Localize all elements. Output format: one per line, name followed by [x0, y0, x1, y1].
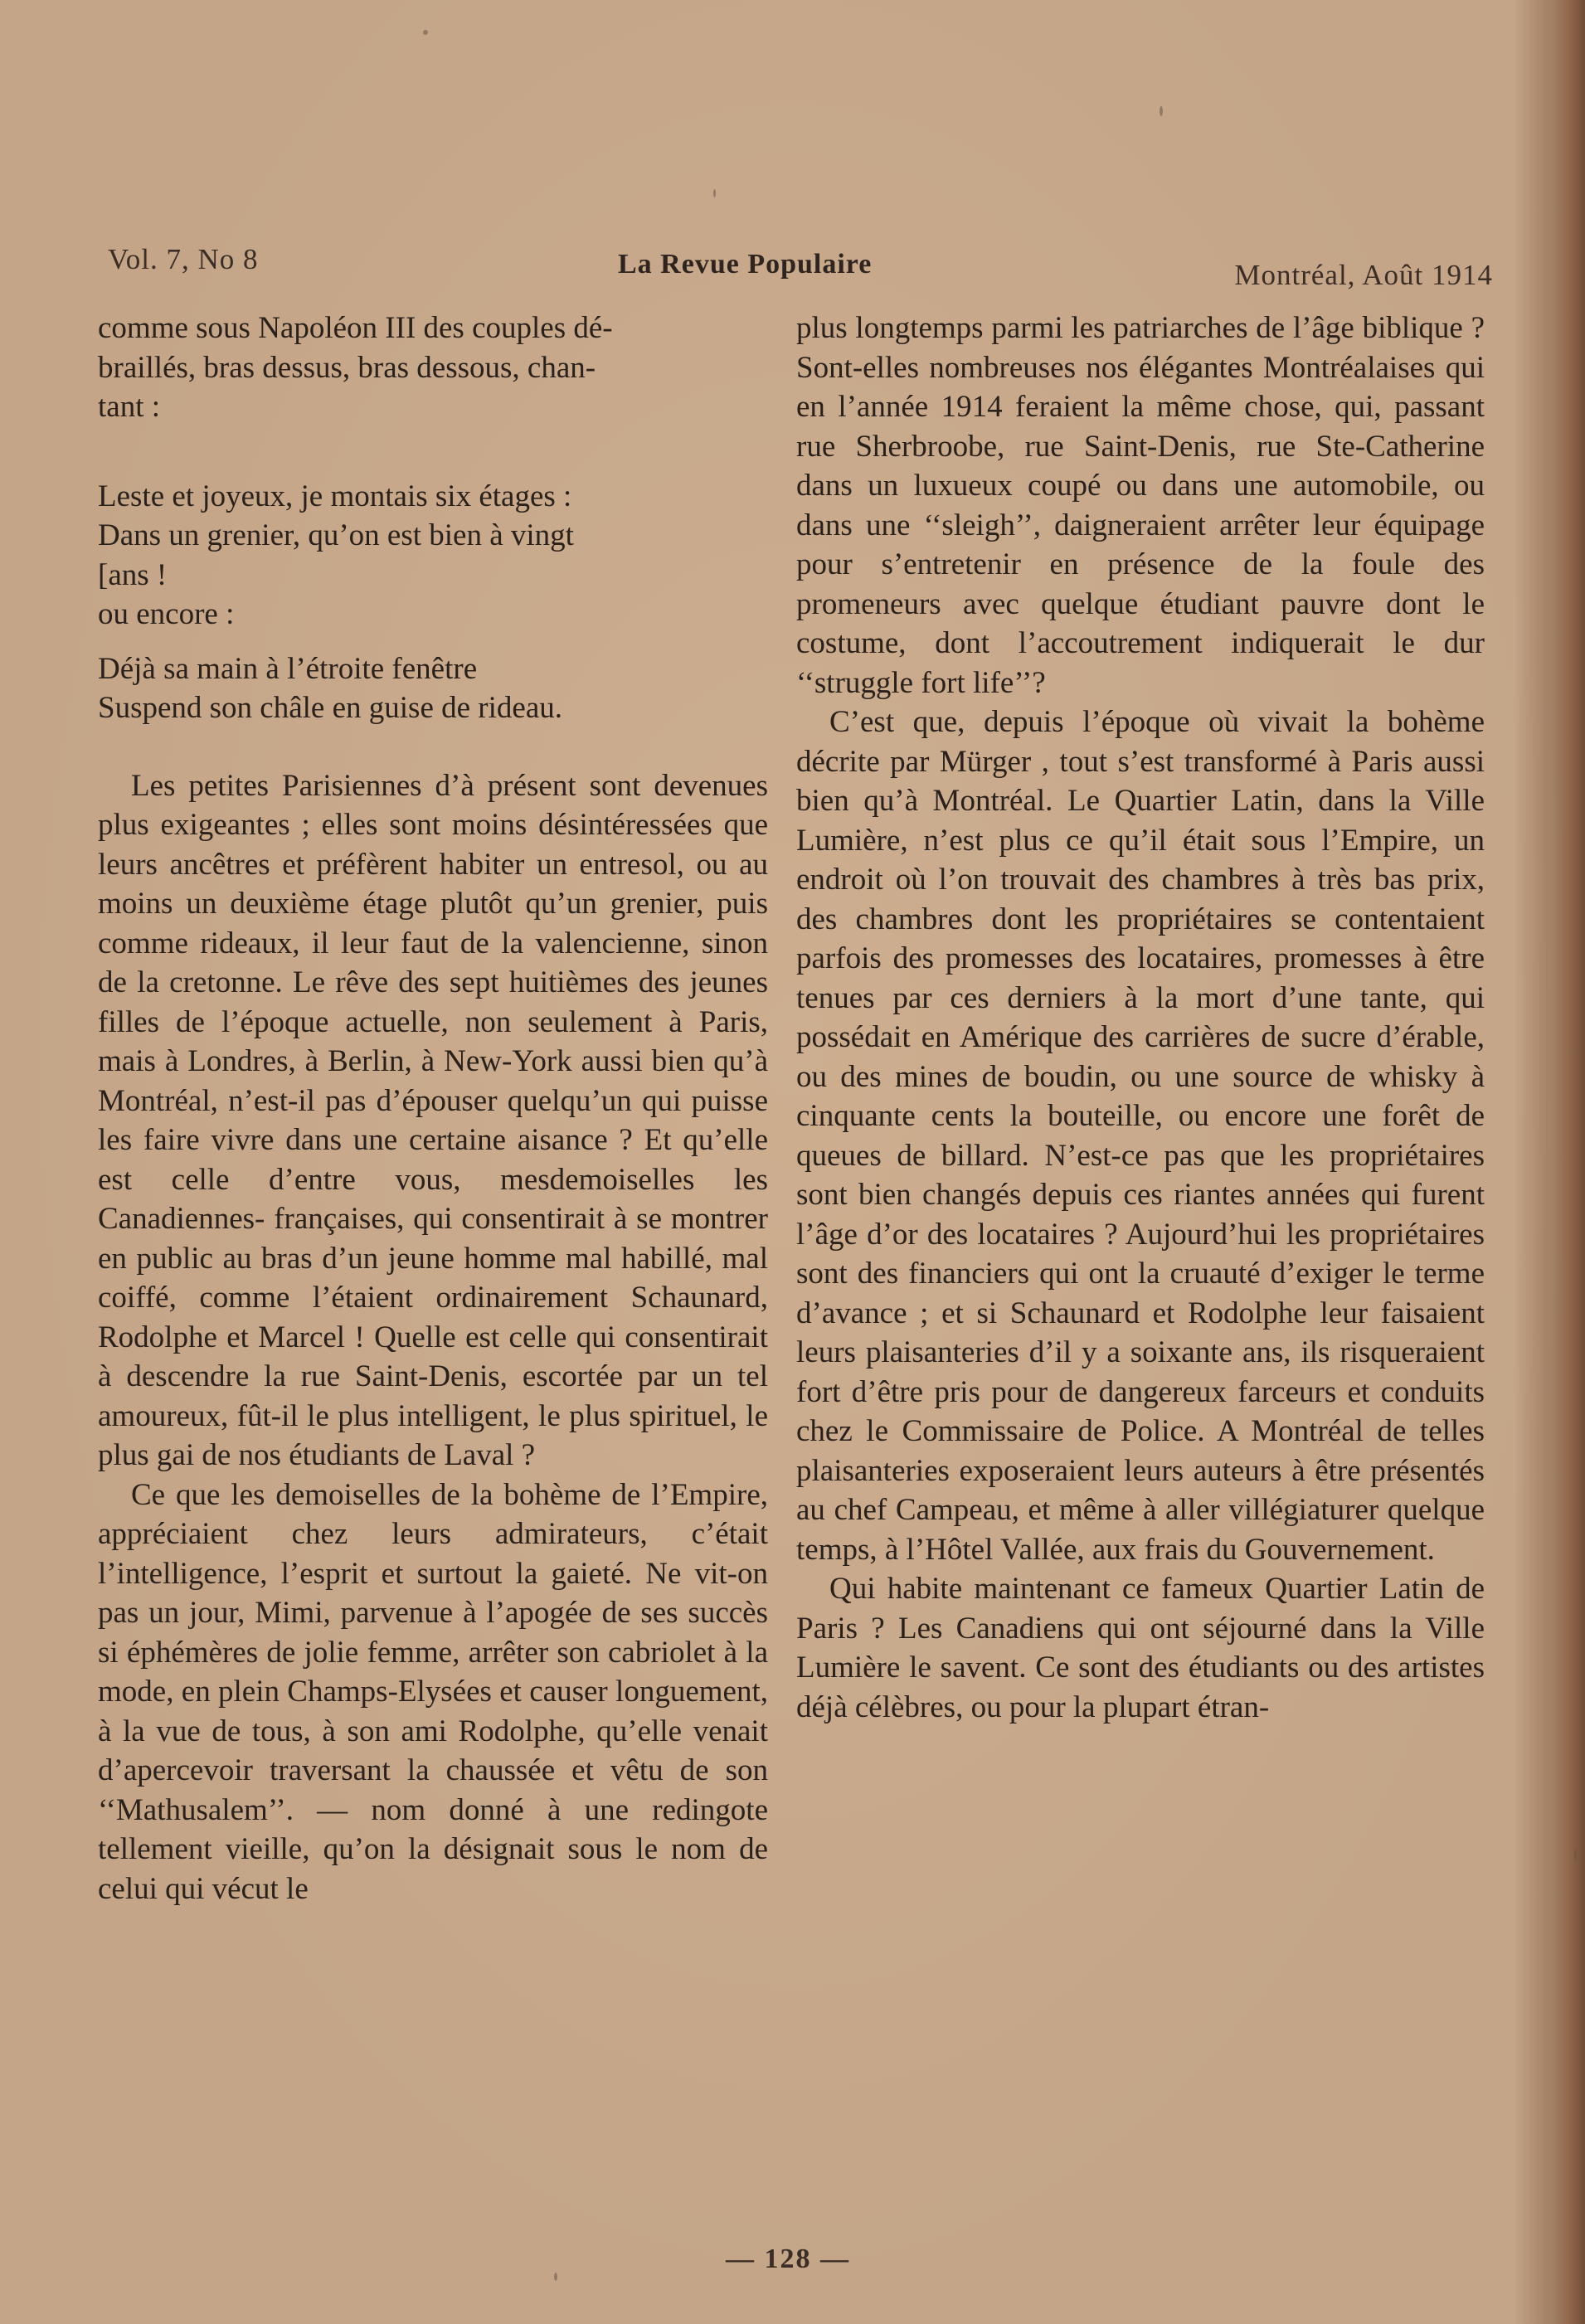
verse-line-tail: [ans ! — [98, 557, 168, 592]
page-number: — 128 — — [726, 2244, 850, 2274]
paper-speck — [1160, 106, 1163, 116]
journal-title: La Revue Populaire — [618, 249, 873, 280]
volume-number: Vol. 7, No 8 — [108, 243, 259, 275]
issue-date: Montréal, Août 1914 — [1234, 259, 1493, 291]
verse-line: Déjà sa main à l’étroite fenêtre — [98, 651, 478, 686]
verse-line: Suspend son châle en guise de rideau. — [98, 691, 562, 725]
verse-line: Leste et joyeux, je montais six étages : — [98, 479, 572, 513]
paragraph: Ce que les demoiselles de la bohème de l’Empire, appréciaient chez leurs admirateurs, c’était l’intelligence, l’esprit et surtout la gaieté. Ne vit-on pas un jour, Mimi, parvenue à l’apogée de ses succès si éphémères de jolie femme, arrêter son cabriolet à la mode, en plein Champs-Elysées et causer longuement, à la vue de tous, à son ami Rodolphe, qu’elle venait d’apercevoir traversant la chaussée et vêtu de son ‘‘Mathusalem’’. — nom donné à une redingote tellement vieille, qu’on la désignait sous le nom de celui qui vécut le — [98, 1477, 768, 1906]
intro-line: comme sous Napoléon III des couples dé- — [98, 311, 613, 345]
right-column — [796, 309, 1485, 1727]
paper-speck — [423, 30, 428, 35]
ou-encore-line: ou encore : — [98, 597, 235, 631]
verse-quote-2 — [98, 649, 768, 728]
paragraph: C’est que, depuis l’époque où vivait la bohème décrite par Mürger , tout s’est transformé à Paris aussi bien qu’à Montréal. Le Quartier Latin, dans la Ville Lumière, n’est plus ce qu’il était sous l’Empire, un endroit où l’on trouvait des chambres à très bas prix, des chambres dont les propriétaires se contentaient parfois des promesses des locataires, promesses à être tenues par ces derniers à la mort d’une tante, qui possédait en Amérique des carrières de sucre d’érable, ou des mines de boudin, ou une source de whisky à cinquante cents la bouteille, ou encore une forêt de queues de billard. N’est-ce pas que les propriétaires sont bien changés depuis ces riantes années qui furent l’âge d’or des locataires ? Aujourd’hui les propriétaires sont des financiers qui ont la cruauté d’exiger le terme d’avance ; et si Schaunard et Rodolphe leur faisaient leurs plaisanteries d’il y a soixante ans, ils risqueraient fort d’être pris pour de dangereux farceurs et conduits chez le Commissaire de Police. A Montréal de telles plaisanteries exposeraient leurs auteurs à être présentés au chef Campeau, et même à aller villégiaturer quelque temps, à l’Hôtel Vallée, aux frais du Gouvernement. — [796, 705, 1485, 1567]
intro-line: tant : — [98, 390, 161, 424]
page-edge-shadow — [1552, 0, 1585, 2324]
paper-speck — [713, 189, 716, 197]
paper-speck — [1574, 1850, 1577, 1861]
paragraph: plus longtemps parmi les patriarches de l’âge biblique ? Sont-elles nombreuses nos élégantes Montréalaises qui en l’année 1914 feraient la même chose, qui, passant rue Sherbroobe, rue Saint-Denis, rue Ste-Catherine dans un luxueux coupé ou dans une automobile, ou dans une ‘‘sleigh’’, daigneraient arrêter leur équipage pour s’entretenir en présence de la foule des promeneurs avec quelque étudiant pauvre dont le costume, dont l’accoutrement indiquerait le dur ‘‘struggle fort life’’? — [796, 311, 1485, 700]
paragraph: Les petites Parisiennes d’à présent sont devenues plus exigeantes ; elles sont moins désintéressées que leurs ancêtres et préfèrent habiter un entresol, ou au moins un deuxième étage plutôt qu’un grenier, puis comme rideaux, il leur faut de la valencienne, sinon de la cretonne. Le rêve des sept huitièmes des jeunes filles de l’époque actuelle, non seulement à Paris, mais à Londres, à Berlin, à New-York aussi bien qu’à Montréal, n’est-il pas d’épouser quelqu’un qui puisse les faire vivre dans une certaine aisance ? Et qu’elle est celle d’entre vous, mesdemoiselles les Canadiennes- françaises, qui consentirait à se montrer en public au bras d’un jeune homme mal habillé, mal coiffé, comme l’étaient ordinairement Schaunard, Rodolphe et Marcel ! Quelle est celle qui consentirait à descendre la rue Saint-Denis, escortée par un tel amoureux, fût-il le plus intelligent, le plus spirituel, le plus gai de nos étudiants de Laval ? — [98, 768, 768, 1472]
verse-quote-1 — [98, 477, 768, 596]
paragraph: Qui habite maintenant ce fameux Quartier Latin de Paris ? Les Canadiens qui ont séjourné dans la Ville Lumière le savent. Ce sont des étudiants ou des artistes déjà célèbres, ou pour la plupart étran- — [796, 1572, 1485, 1724]
intro-line: braillés, bras dessus, bras dessous, chan- — [98, 350, 596, 385]
paper-speck — [554, 2273, 557, 2281]
left-column — [98, 309, 768, 1908]
verse-line: Dans un grenier, qu’on est bien à vingt — [98, 518, 574, 552]
running-header — [108, 236, 1493, 291]
